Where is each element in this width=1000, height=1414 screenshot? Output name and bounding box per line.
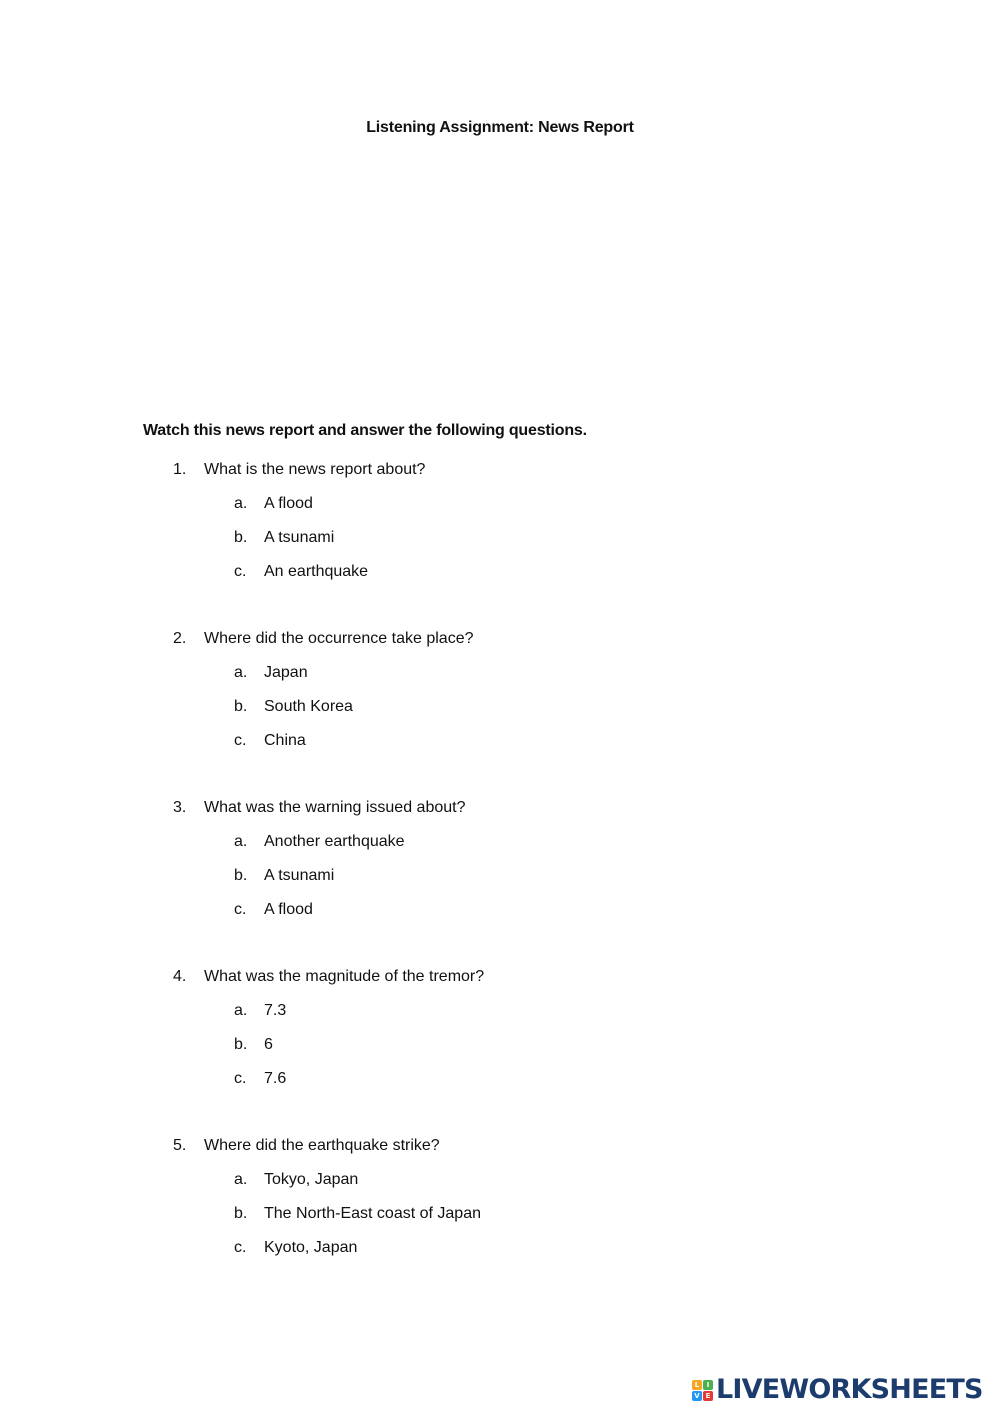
question-text: What is the news report about?: [204, 461, 426, 478]
answer-option[interactable]: [234, 561, 368, 583]
logo-tile-i: I: [703, 1380, 713, 1390]
option-letter: a.: [234, 1002, 248, 1019]
question-text: What was the magnitude of the tremor?: [204, 968, 485, 985]
answer-option[interactable]: [234, 1237, 357, 1259]
logo-tile-e: E: [703, 1391, 713, 1401]
option-letter: a.: [234, 495, 248, 512]
option-letter: b.: [234, 1205, 248, 1222]
answer-option[interactable]: [234, 1068, 286, 1090]
page-title: Listening Assignment: News Report: [366, 119, 634, 136]
option-letter: b.: [234, 698, 248, 715]
question-number: 1.: [173, 461, 187, 478]
question-number: 4.: [173, 968, 187, 985]
answer-option[interactable]: [234, 1203, 481, 1225]
question-number: 5.: [173, 1137, 187, 1154]
answer-option[interactable]: [234, 1169, 358, 1191]
question-text: Where did the occurrence take place?: [204, 630, 474, 647]
logo-tile-v: V: [692, 1391, 702, 1401]
option-letter: c.: [234, 732, 247, 749]
option-letter: c.: [234, 1070, 247, 1087]
question-3: [0, 797, 1000, 966]
option-text: 7.6: [264, 1070, 287, 1087]
answer-option[interactable]: [234, 899, 313, 921]
answer-option[interactable]: [234, 831, 405, 853]
question-2: [0, 628, 1000, 797]
option-text: A flood: [264, 495, 313, 512]
option-letter: a.: [234, 1171, 248, 1188]
answer-option[interactable]: [234, 696, 353, 718]
liveworksheets-logo-icon: [692, 1380, 713, 1401]
answer-option[interactable]: [234, 1034, 273, 1056]
option-text: South Korea: [264, 698, 353, 715]
option-letter: a.: [234, 833, 248, 850]
question-list: [0, 459, 1000, 1304]
option-letter: c.: [234, 1239, 247, 1256]
option-text: Kyoto, Japan: [264, 1239, 358, 1256]
question-number: 2.: [173, 630, 187, 647]
option-text: 6: [264, 1036, 273, 1053]
question-text: What was the warning issued about?: [204, 799, 466, 816]
liveworksheets-logo[interactable]: [692, 1374, 983, 1406]
option-text: A tsunami: [264, 529, 335, 546]
answer-option[interactable]: [234, 1000, 286, 1022]
option-letter: b.: [234, 867, 248, 884]
option-text: 7.3: [264, 1002, 287, 1019]
question-5: [0, 1135, 1000, 1304]
option-letter: c.: [234, 901, 247, 918]
logo-tile-l: L: [692, 1380, 702, 1390]
option-text: Japan: [264, 664, 308, 681]
answer-option[interactable]: [234, 865, 334, 887]
question-number: 3.: [173, 799, 187, 816]
answer-option[interactable]: [234, 662, 308, 684]
option-letter: b.: [234, 529, 248, 546]
option-text: Tokyo, Japan: [264, 1171, 359, 1188]
option-text: China: [264, 732, 306, 749]
option-text: An earthquake: [264, 563, 369, 580]
answer-option[interactable]: [234, 730, 306, 752]
instructions-text: Watch this news report and answer the following questions.: [143, 422, 587, 439]
option-letter: c.: [234, 563, 247, 580]
option-text: A tsunami: [264, 867, 335, 884]
question-text: Where did the earthquake strike?: [204, 1137, 440, 1154]
option-letter: b.: [234, 1036, 248, 1053]
logo-text: LIVEWORKSHEETS: [716, 1374, 983, 1405]
answer-option[interactable]: [234, 527, 334, 549]
question-1: [0, 459, 1000, 628]
answer-option[interactable]: [234, 493, 313, 515]
question-4: [0, 966, 1000, 1135]
option-text: The North-East coast of Japan: [264, 1205, 481, 1222]
option-text: A flood: [264, 901, 313, 918]
option-text: Another earthquake: [264, 833, 405, 850]
option-letter: a.: [234, 664, 248, 681]
